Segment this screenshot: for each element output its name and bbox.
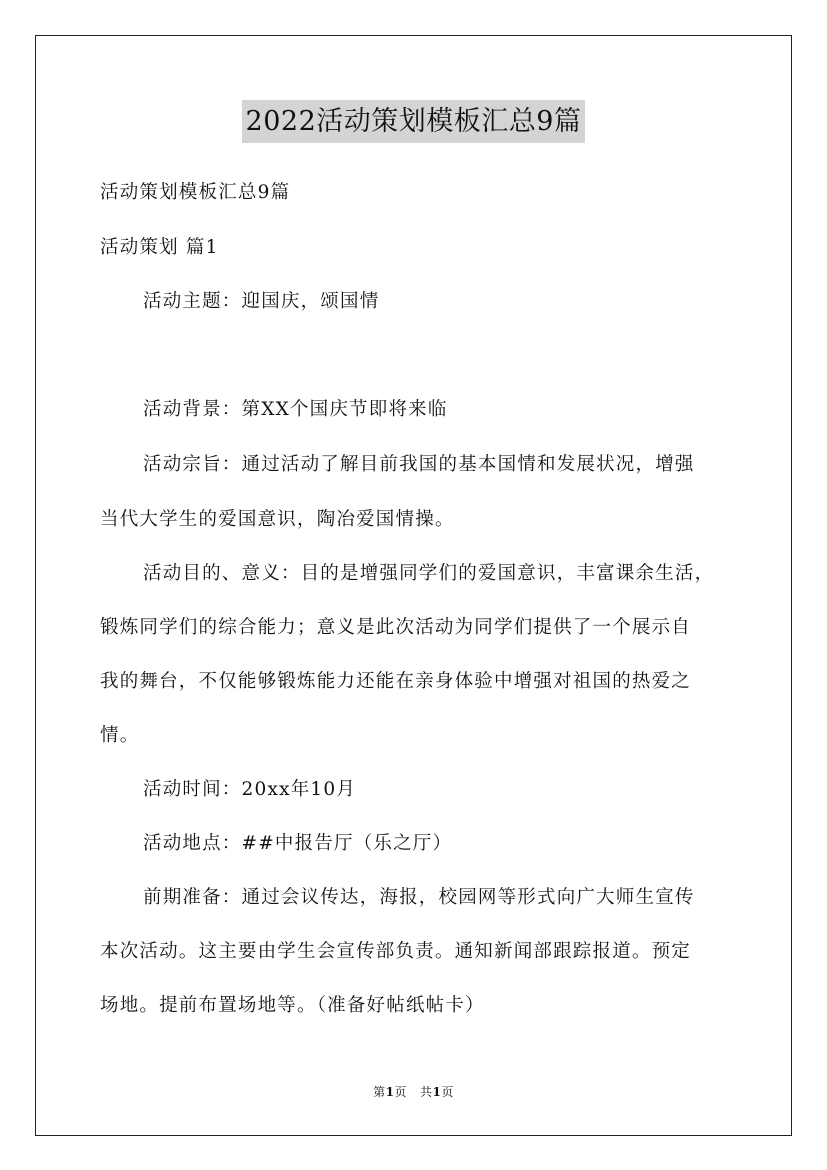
footer-page-number: 1 [385,1085,395,1099]
paragraph-line: 活动地点：##中报告厅（乐之厅） [143,833,453,854]
paragraph-line: 锻炼同学们的综合能力；意义是此次活动为同学们提供了一个展示自 [100,617,692,638]
document-subtitle: 活动策划模板汇总9篇 [100,182,291,203]
paragraph-line: 情。 [100,725,140,746]
document-title: 2022活动策划模板汇总9篇 [242,100,586,143]
footer-page-suffix: 页 [394,1085,408,1099]
section-heading: 活动策划 篇1 [100,237,219,258]
footer-page-prefix: 第 [373,1085,386,1099]
paragraph-line: 本次活动。这主要由学生会宣传部负责。通知新闻部跟踪报道。预定 [100,941,692,962]
paragraph-line: 场地。提前布置场地等。（准备好帖纸帖卡） [100,995,485,1016]
paragraph-line: 前期准备：通过会议传达，海报，校园网等形式向广大师生宣传 [143,887,695,908]
paragraph-line: 活动目的、意义：目的是增强同学们的爱国意识，丰富课余生活， [143,563,715,584]
paragraph-line: 活动宗旨：通过活动了解目前我国的基本国情和发展状况，增强 [143,454,695,475]
footer-total-prefix: 共 [419,1085,433,1099]
paragraph-line: 活动背景：第XX个国庆节即将来临 [143,399,448,420]
paragraph-line: 活动时间：20xx年10月 [143,779,357,800]
paragraph-line: 活动主题：迎国庆，颂国情 [143,291,380,312]
title-container [0,100,827,143]
paragraph-line: 当代大学生的爱国意识，陶冶爱国情操。 [100,509,455,530]
page-footer [0,1084,827,1100]
footer-total-number: 1 [432,1085,442,1099]
footer-total-suffix: 页 [441,1085,454,1099]
paragraph-line: 我的舞台，不仅能够锻炼能力还能在亲身体验中增强对祖国的热爱之 [100,671,692,692]
